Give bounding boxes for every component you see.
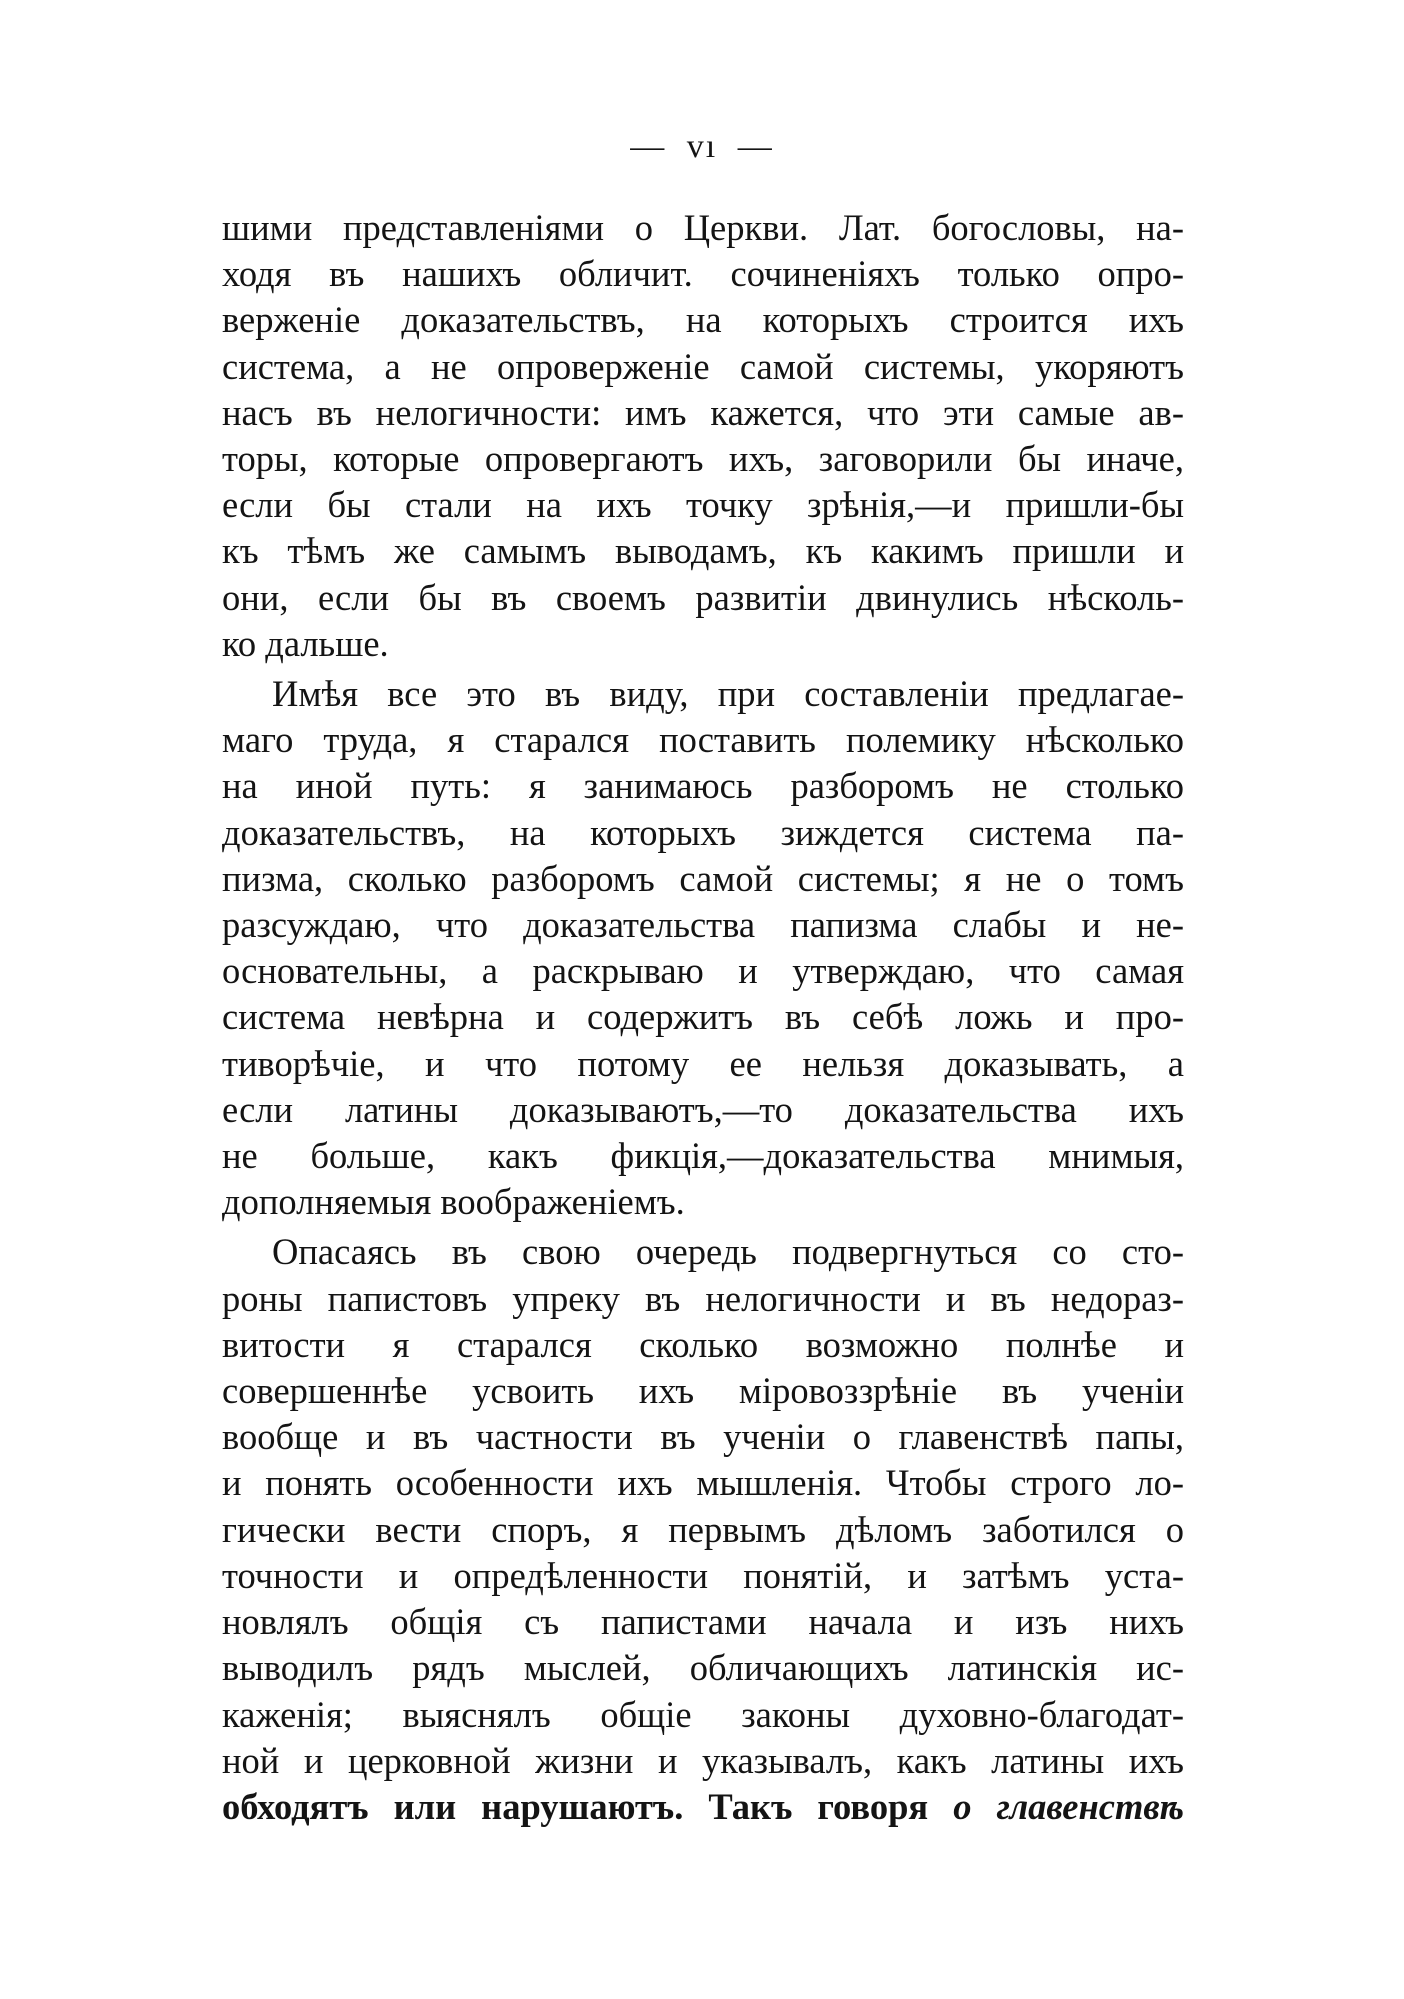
text-line: роны папистовъ упреку въ нелогичности и въ недораз- (222, 1277, 1184, 1319)
text-line: выводилъ рядъ мыслей, обличающихъ латинскія ис- (222, 1647, 1184, 1689)
text-line: къ тѣмъ же самымъ выводамъ, къ какимъ пришли и (222, 530, 1184, 572)
text-line: пизма, сколько разборомъ самой системы; я не о томъ (222, 857, 1184, 899)
text-line: новлялъ общія съ папистами начала и изъ нихъ (222, 1601, 1184, 1643)
text-line: доказательствъ, на которыхъ зиждется система па- (222, 811, 1184, 853)
text-line: тиворѣчіе, и что потому ее нельзя доказывать, а (222, 1042, 1184, 1084)
text-line: Опасаясь въ свою очередь подвергнуться со сто- (272, 1231, 1184, 1273)
text-line: разсуждаю, что доказательства папизма слабы и не- (222, 904, 1184, 946)
text-line: вообще и въ частности въ ученіи о главенствѣ папы, (222, 1416, 1184, 1458)
text-line: точности и опредѣленности понятій, и затѣмъ уста- (222, 1554, 1184, 1596)
text-line: ко дальше. (222, 622, 389, 664)
text-line: дополняемыя воображеніемъ. (222, 1181, 685, 1223)
text-line: каженія; выяснялъ общіе законы духовно-благодат- (222, 1693, 1184, 1735)
text-line: основательны, а раскрываю и утверждаю, что самая (222, 950, 1184, 992)
text-line: верженіе доказательствъ, на которыхъ строится ихъ (222, 299, 1184, 341)
text-line: ходя въ нашихъ обличит. сочиненіяхъ только опро- (222, 253, 1184, 295)
paragraph-1 (222, 205, 1184, 667)
final-line-text: обходятъ или нарушаютъ. Такъ говоря (222, 1785, 929, 1827)
text-line: и понять особенности ихъ мышленія. Чтобы строго ло- (222, 1462, 1184, 1504)
text-line: витости я старался сколько возможно полнѣе и (222, 1323, 1184, 1365)
text-line: насъ въ нелогичности: имъ кажется, что эти самые ав- (222, 391, 1184, 433)
page-body (222, 205, 1184, 1830)
text-line: не больше, какъ фикція,—доказательства мнимыя, (222, 1135, 1184, 1177)
page-number: — vı — (630, 128, 774, 165)
text-line: гически вести споръ, я первымъ дѣломъ заботился о (222, 1508, 1184, 1550)
italic-phrase: о главенствѣ (953, 1785, 1185, 1827)
text-line: система невѣрна и содержитъ въ себѣ ложь и про- (222, 996, 1184, 1038)
text-line: ной и церковной жизни и указывалъ, какъ латины ихъ (222, 1739, 1184, 1781)
paragraph-2 (222, 671, 1184, 1225)
text-line: если латины доказываютъ,—то доказательства ихъ (222, 1088, 1184, 1130)
text-line: на иной путь: я занимаюсь разборомъ не столько (222, 765, 1184, 807)
final-text-line (222, 1784, 1184, 1830)
text-line: Имѣя все это въ виду, при составленіи предлагае- (272, 673, 1184, 715)
text-line: шими представленіями о Церкви. Лат. богословы, на- (222, 207, 1184, 248)
text-line: совершеннѣе усвоить ихъ міровоззрѣніе въ ученіи (222, 1370, 1184, 1412)
text-line: система, а не опроверженіе самой системы, укоряютъ (222, 345, 1184, 387)
text-line: они, если бы въ своемъ развитіи двинулись нѣсколь- (222, 576, 1184, 618)
text-line: если бы стали на ихъ точку зрѣнія,—и пришли-бы (222, 484, 1184, 526)
text-line: маго труда, я старался поставить полемику нѣсколько (222, 719, 1184, 761)
text-line: торы, которые опровергаютъ ихъ, заговорили бы иначе, (222, 438, 1184, 480)
paragraph-3 (222, 1229, 1184, 1830)
